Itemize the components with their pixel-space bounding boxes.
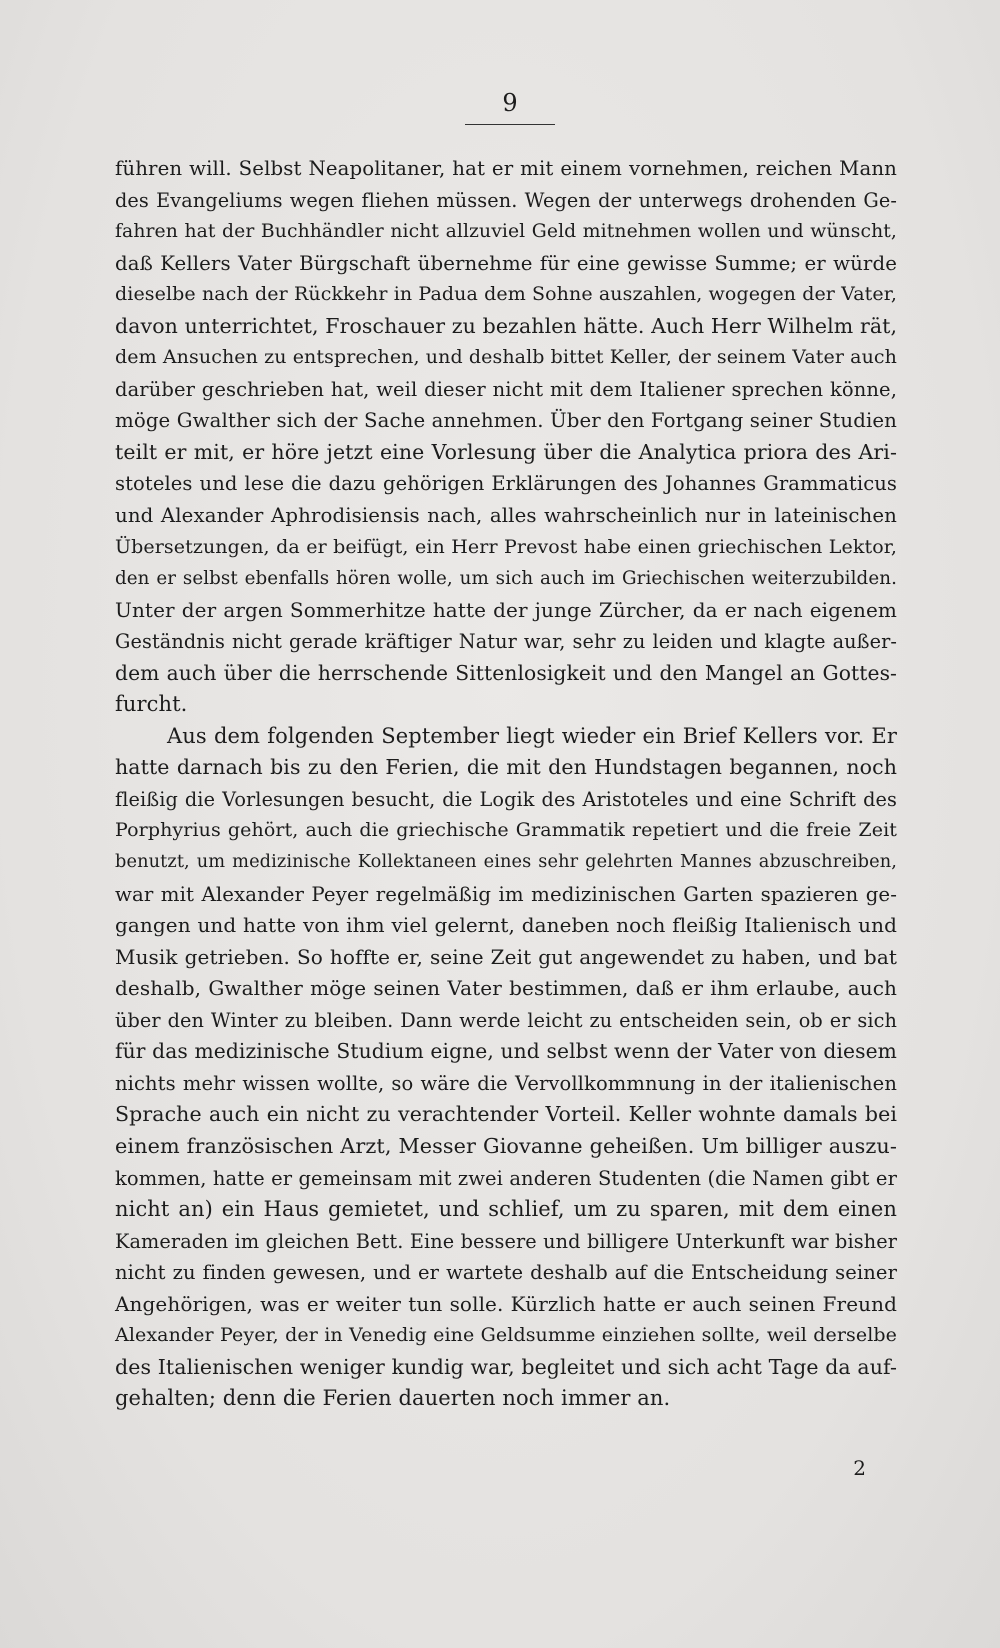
body-text — [115, 153, 897, 1415]
text-line: Kameraden im gleichen Bett. Eine bessere und billigere Unterkunft war bisher — [115, 1229, 897, 1253]
text-line: nicht an) ein Haus gemietet, und schlief, um zu sparen, mit dem einen — [115, 1197, 897, 1222]
text-line: nichts mehr wissen wollte, so wäre die Vervollkommnung in der italienischen — [115, 1071, 897, 1095]
paragraph-last-line: gehalten; denn die Ferien dauerten noch immer an. — [115, 1386, 671, 1411]
text-line: über den Winter zu bleiben. Dann werde leicht zu entscheiden sein, ob er sich — [115, 1008, 897, 1032]
text-line: dem auch über die herrschende Sittenlosigkeit und den Mangel an Gottes- — [115, 660, 897, 685]
text-line: und Alexander Aphrodisiensis nach, alles wahrscheinlich nur in lateinischen — [115, 504, 897, 528]
text-line: stoteles und lese die dazu gehörigen Erklärungen des Johannes Grammaticus — [115, 472, 897, 496]
text-line: Unter der argen Sommerhitze hatte der junge Zürcher, da er nach eigenem — [115, 597, 897, 622]
text-line: nicht zu finden gewesen, und er wartete deshalb auf die Entscheidung seiner — [115, 1261, 897, 1285]
text-line: darüber geschrieben hat, weil dieser nicht mit dem Italiener sprechen könne, — [115, 377, 897, 401]
text-line: Angehörigen, was er weiter tun solle. Kürzlich hatte er auch seinen Freund — [115, 1291, 897, 1316]
page-number-rule — [465, 124, 555, 125]
page-number: 9 — [502, 89, 518, 117]
paragraph-first-line: Aus dem folgenden September liegt wieder ein Brief Kellers vor. Er — [167, 723, 897, 748]
text-line: Porphyrius gehört, auch die griechische Grammatik repetiert und die freie Zeit — [115, 819, 897, 842]
text-line: den er selbst ebenfalls hören wolle, um sich auch im Griechischen weiterzubilden. — [115, 568, 897, 590]
text-line: kommen, hatte er gemeinsam mit zwei anderen Studenten (die Namen gibt er — [115, 1166, 897, 1190]
text-line: dieselbe nach der Rückkehr in Padua dem Sohne auszahlen, wogegen der Vater, — [115, 283, 897, 306]
text-line: des Evangeliums wegen fliehen müssen. Wegen der unterwegs drohenden Ge- — [115, 188, 897, 212]
text-line: gangen und hatte von ihm viel gelernt, daneben noch fleißig Italienisch und — [115, 913, 897, 938]
text-line: führen will. Selbst Neapolitaner, hat er mit einem vornehmen, reichen Mann — [115, 157, 897, 180]
text-line: benutzt, um medizinische Kollektaneen eines sehr gelehrten Mannes abzuschreiben, — [115, 852, 897, 873]
signature-mark: 2 — [853, 1456, 866, 1480]
text-line: fleißig die Vorlesungen besucht, die Logik des Aristoteles und eine Schrift des — [115, 787, 897, 811]
text-line: Übersetzungen, da er beifügt, ein Herr Prevost habe einen griechischen Lektor, — [115, 535, 897, 558]
text-line: möge Gwalther sich der Sache annehmen. Über den Fortgang seiner Studien — [115, 409, 897, 433]
text-line: fahren hat der Buchhändler nicht allzuviel Geld mitnehmen wollen und wünscht, — [115, 221, 897, 243]
text-line: war mit Alexander Peyer regelmäßig im medizinischen Garten spazieren ge- — [115, 882, 897, 906]
text-line: des Italienischen weniger kundig war, begleitet und sich acht Tage da auf- — [115, 1354, 897, 1379]
text-line: deshalb, Gwalther möge seinen Vater bestimmen, daß er ihm erlaube, auch — [115, 976, 897, 1001]
text-line: davon unterrichtet, Froschauer zu bezahlen hätte. Auch Herr Wilhelm rät, — [115, 313, 898, 338]
text-line: dem Ansuchen zu entsprechen, und deshalb bittet Keller, der seinem Vater auch — [115, 346, 897, 369]
text-line: Alexander Peyer, der in Venedig eine Geldsumme einziehen sollte, weil derselbe — [115, 1324, 897, 1347]
paragraph-last-line: furcht. — [115, 692, 188, 717]
text-line: daß Kellers Vater Bürgschaft übernehme für eine gewisse Summe; er würde — [115, 251, 897, 275]
text-line: einem französischen Arzt, Messer Giovanne geheißen. Um billiger auszu- — [115, 1133, 897, 1158]
text-line: Sprache auch ein nicht zu verachtender Vorteil. Keller wohnte damals bei — [115, 1102, 897, 1127]
text-line: hatte darnach bis zu den Ferien, die mit den Hundstagen begannen, noch — [115, 755, 897, 780]
text-line: für das medizinische Studium eigne, und selbst wenn der Vater von diesem — [115, 1039, 897, 1064]
text-line: Geständnis nicht gerade kräftiger Natur war, sehr zu leiden und klagte außer- — [115, 630, 897, 654]
text-line: Musik getrieben. So hoffte er, seine Zeit gut angewendet zu haben, und bat — [115, 944, 897, 969]
text-line: teilt er mit, er höre jetzt eine Vorlesung über die Analytica priora des Ari- — [115, 439, 897, 464]
